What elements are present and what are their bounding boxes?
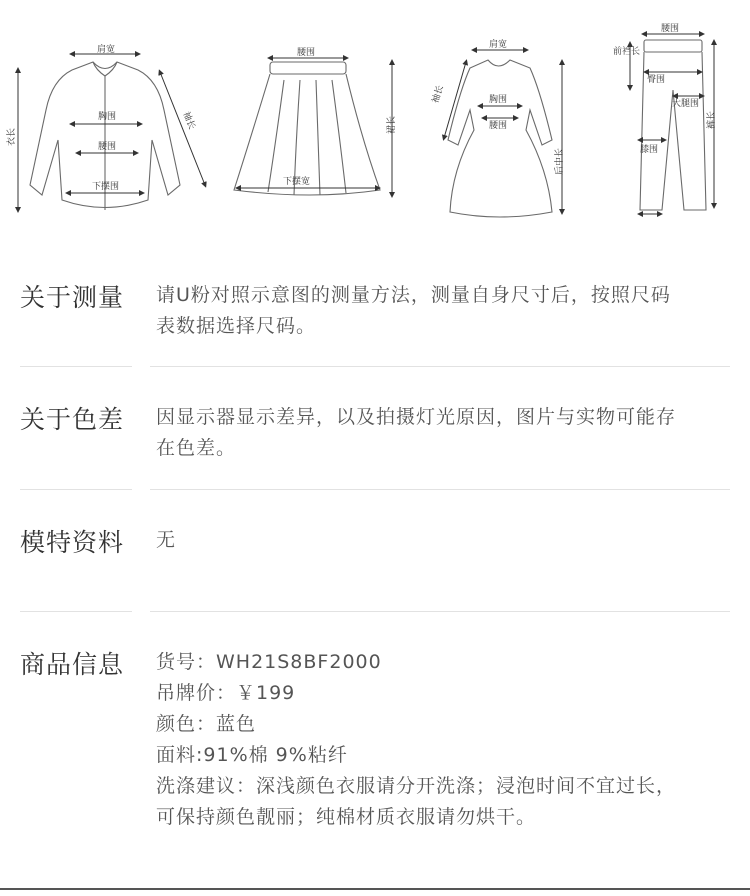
section-line: 无 [156, 529, 177, 551]
section-line: 在色差。 [156, 437, 237, 459]
skirt-hem-label: 下摆宽 [283, 177, 311, 187]
section-title: 关于色差 [20, 405, 125, 434]
section-body [156, 402, 736, 464]
section-line: 因显示器显示差异，以及拍摄灯光原因，图片与实物可能存 [156, 406, 677, 428]
dress-diagram [429, 38, 565, 217]
skirt-waist-label: 腰围 [297, 48, 316, 58]
dress-waist-label: 腰围 [489, 121, 508, 131]
pants-rise-label: 前裆长 [613, 47, 641, 57]
section-body [156, 647, 736, 833]
product-wash-advice-cont: 可保持颜色靓丽；纯棉材质衣服请勿烘干。 [156, 806, 537, 828]
pants-length-label: 裤长 [707, 110, 717, 129]
shirt-hem-label: 下摆围 [92, 182, 120, 192]
section-title: 模特资料 [20, 528, 125, 557]
section-line: 表数据选择尺码。 [156, 315, 317, 337]
measurement-diagrams-svg [0, 0, 750, 230]
pants-thigh-label: 大腿围 [672, 99, 700, 109]
measurement-diagrams [0, 0, 750, 230]
shirt-shoulder-label: 肩宽 [97, 45, 116, 55]
divider [20, 489, 730, 490]
shirt-waist-label: 腰围 [98, 142, 117, 152]
product-sku: 货号：WH21S8BF2000 [156, 651, 382, 673]
dress-shoulder-label: 肩宽 [489, 40, 508, 50]
shirt-sleeve-label: 袖长 [180, 110, 197, 131]
shirt-diagram [5, 43, 205, 210]
pants-diagram [613, 23, 717, 214]
skirt-diagram [234, 47, 397, 195]
pants-hip-label: 臀围 [647, 75, 666, 85]
dress-length-label: 后中长 [555, 147, 565, 175]
section-body [156, 525, 736, 556]
shirt-length-label: 衣长 [7, 127, 17, 146]
product-fabric: 面料:91%棉 9%粘纤 [156, 744, 348, 766]
section-title: 关于测量 [20, 283, 125, 312]
bottom-border [0, 888, 750, 890]
divider [20, 366, 730, 367]
product-price: 吊牌价：￥199 [156, 682, 296, 704]
pants-knee-label: 膝围 [640, 145, 659, 155]
dress-chest-label: 胸围 [489, 95, 508, 105]
product-color: 颜色：蓝色 [156, 713, 257, 735]
section-line: 请U粉对照示意图的测量方法，测量自身尺寸后，按照尺码 [156, 284, 671, 306]
shirt-chest-label: 胸围 [98, 112, 117, 122]
divider [20, 611, 730, 612]
product-wash-advice: 洗涤建议：深浅颜色衣服请分开洗涤；浸泡时间不宜过长， [156, 775, 677, 797]
section-body [156, 280, 736, 342]
dress-sleeve-label: 袖长 [430, 84, 446, 105]
skirt-length-label: 裙长 [387, 115, 397, 134]
section-title: 商品信息 [20, 650, 125, 679]
pants-waist-label: 腰围 [661, 24, 680, 34]
